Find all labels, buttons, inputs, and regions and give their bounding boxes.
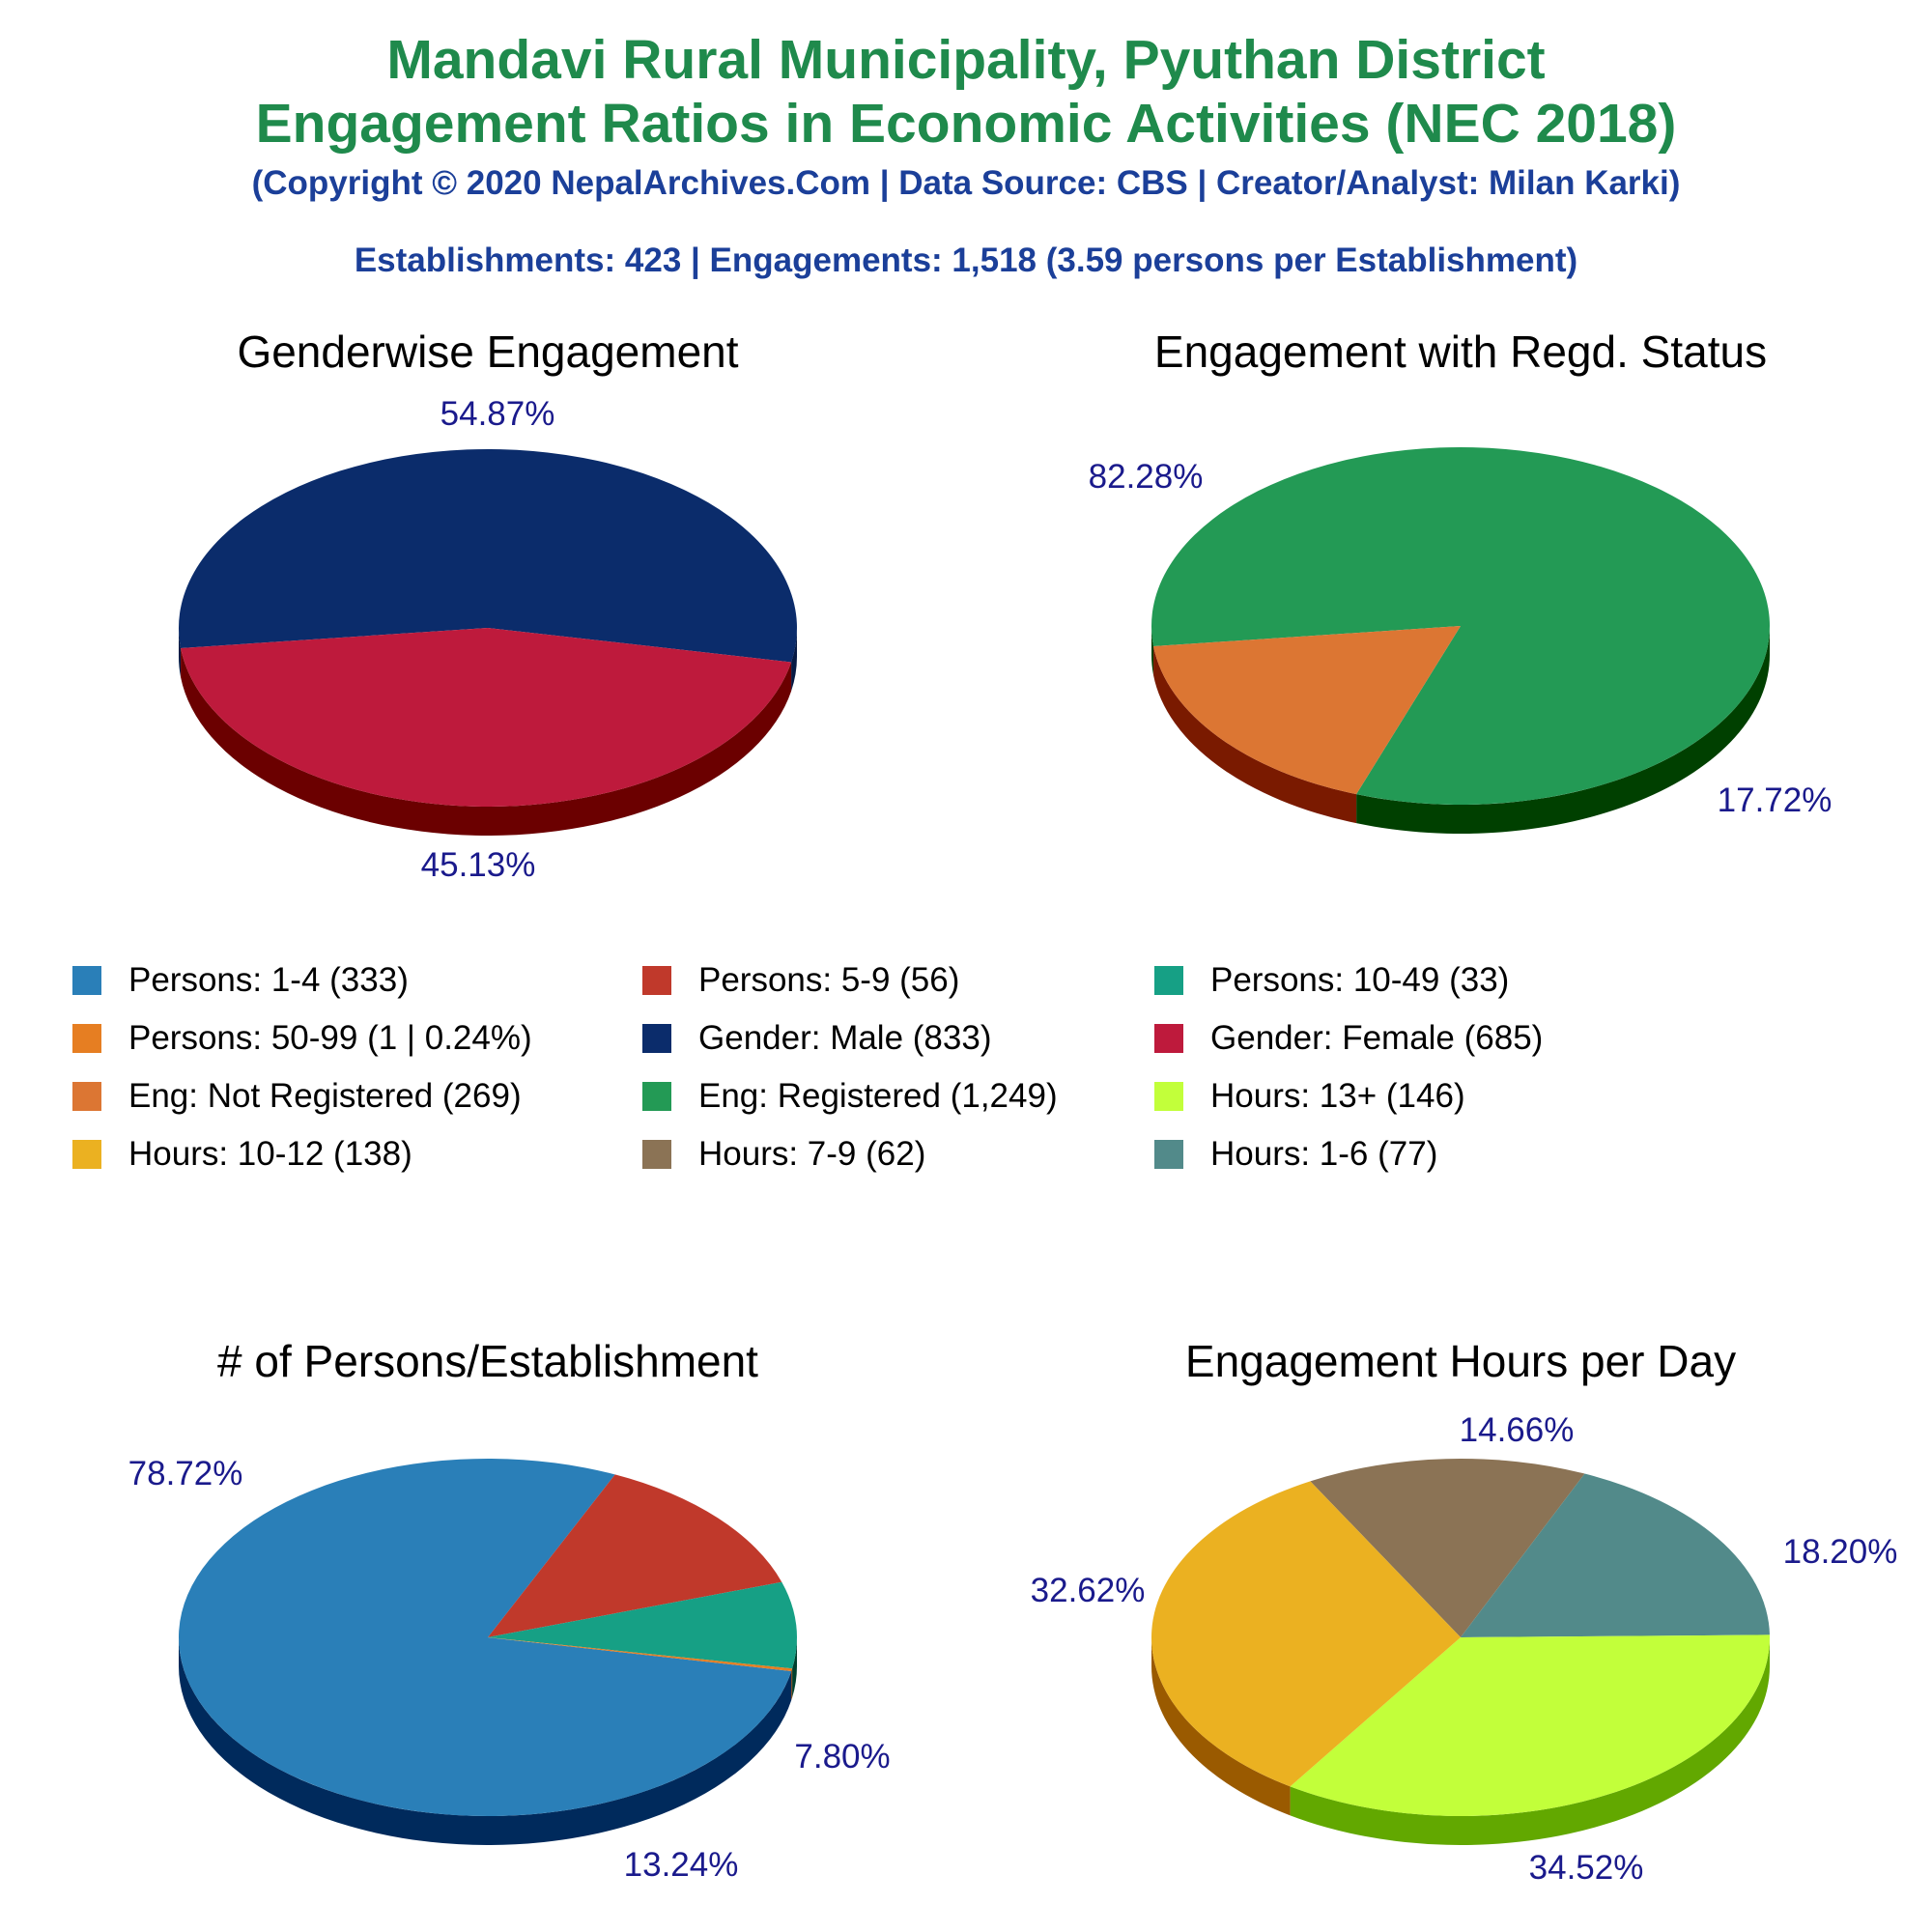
pie-data-label: 7.80% bbox=[794, 1738, 891, 1776]
legend-item bbox=[1154, 1077, 1465, 1116]
legend-item bbox=[72, 1019, 532, 1058]
legend-label: Persons: 50-99 (1 | 0.24%) bbox=[128, 1019, 532, 1057]
pie-data-label: 54.87% bbox=[440, 395, 555, 433]
pie-chart-genderwise-engagement bbox=[179, 327, 797, 884]
legend-item bbox=[1154, 1019, 1543, 1058]
pie-title: Genderwise Engagement bbox=[237, 327, 739, 377]
legend-item bbox=[642, 961, 959, 1000]
legend-item bbox=[1154, 961, 1509, 1000]
legend-swatch bbox=[72, 1024, 101, 1053]
pie-data-label: 14.66% bbox=[1459, 1411, 1575, 1449]
pie-data-label: 78.72% bbox=[128, 1455, 243, 1492]
pie-data-label: 45.13% bbox=[420, 846, 536, 884]
legend-item bbox=[72, 1135, 412, 1174]
legend-swatch bbox=[1154, 1140, 1183, 1169]
legend-label: Hours: 13+ (146) bbox=[1210, 1077, 1465, 1115]
pie-data-label: 13.24% bbox=[623, 1846, 739, 1884]
legend-item bbox=[642, 1077, 1058, 1116]
legend-swatch bbox=[642, 1024, 671, 1053]
legend-label: Eng: Registered (1,249) bbox=[698, 1077, 1058, 1115]
pie-chart-engagement-hours-per-day bbox=[1031, 1336, 1898, 1887]
legend-label: Persons: 10-49 (33) bbox=[1210, 961, 1510, 999]
chart-title-line2: Engagement Ratios in Economic Activities (NEC 2018) bbox=[255, 93, 1677, 155]
chart-subtitle: (Copyright © 2020 NepalArchives.Com | Data Source: CBS | Creator/Analyst: Milan Karki) bbox=[251, 164, 1681, 202]
legend-label: Hours: 1-6 (77) bbox=[1210, 1135, 1438, 1173]
pie-data-label: 34.52% bbox=[1528, 1849, 1644, 1887]
legend-label: Hours: 10-12 (138) bbox=[128, 1135, 412, 1173]
legend-swatch bbox=[72, 966, 101, 995]
legend-item bbox=[72, 1077, 522, 1116]
legend-swatch bbox=[72, 1082, 101, 1111]
legend-item bbox=[72, 961, 409, 1000]
legend-swatch bbox=[642, 1082, 671, 1111]
chart-title-line1: Mandavi Rural Municipality, Pyuthan District bbox=[386, 29, 1546, 91]
legend-label: Eng: Not Registered (269) bbox=[128, 1077, 522, 1115]
legend-label: Gender: Male (833) bbox=[698, 1019, 992, 1057]
legend-swatch bbox=[1154, 1024, 1183, 1053]
legend-item bbox=[1154, 1135, 1437, 1174]
legend-swatch bbox=[1154, 966, 1183, 995]
pie-data-label: 32.62% bbox=[1030, 1572, 1146, 1609]
legend-item bbox=[642, 1019, 991, 1058]
pie-side-persons-50-99 bbox=[791, 1668, 792, 1700]
legend-swatch bbox=[642, 966, 671, 995]
pie-title: Engagement Hours per Day bbox=[1184, 1336, 1737, 1386]
pie-chart-of-persons-establishment bbox=[128, 1336, 891, 1884]
pie-title: # of Persons/Establishment bbox=[217, 1336, 758, 1386]
legend-label: Hours: 7-9 (62) bbox=[698, 1135, 926, 1173]
legend-label: Gender: Female (685) bbox=[1210, 1019, 1544, 1057]
pie-data-label: 18.20% bbox=[1782, 1533, 1898, 1571]
legend-item bbox=[642, 1135, 925, 1174]
legend-swatch bbox=[642, 1140, 671, 1169]
legend-swatch bbox=[72, 1140, 101, 1169]
pie-chart-engagement-with-regd-status bbox=[1089, 327, 1833, 834]
legend-label: Persons: 5-9 (56) bbox=[698, 961, 960, 999]
legend-label: Persons: 1-4 (333) bbox=[128, 961, 409, 999]
pie-data-label: 17.72% bbox=[1717, 781, 1833, 819]
chart-summary: Establishments: 423 | Engagements: 1,518 (3.59 persons per Establishment) bbox=[354, 242, 1578, 279]
pie-title: Engagement with Regd. Status bbox=[1153, 327, 1768, 377]
legend-swatch bbox=[1154, 1082, 1183, 1111]
pie-data-label: 82.28% bbox=[1088, 458, 1204, 496]
